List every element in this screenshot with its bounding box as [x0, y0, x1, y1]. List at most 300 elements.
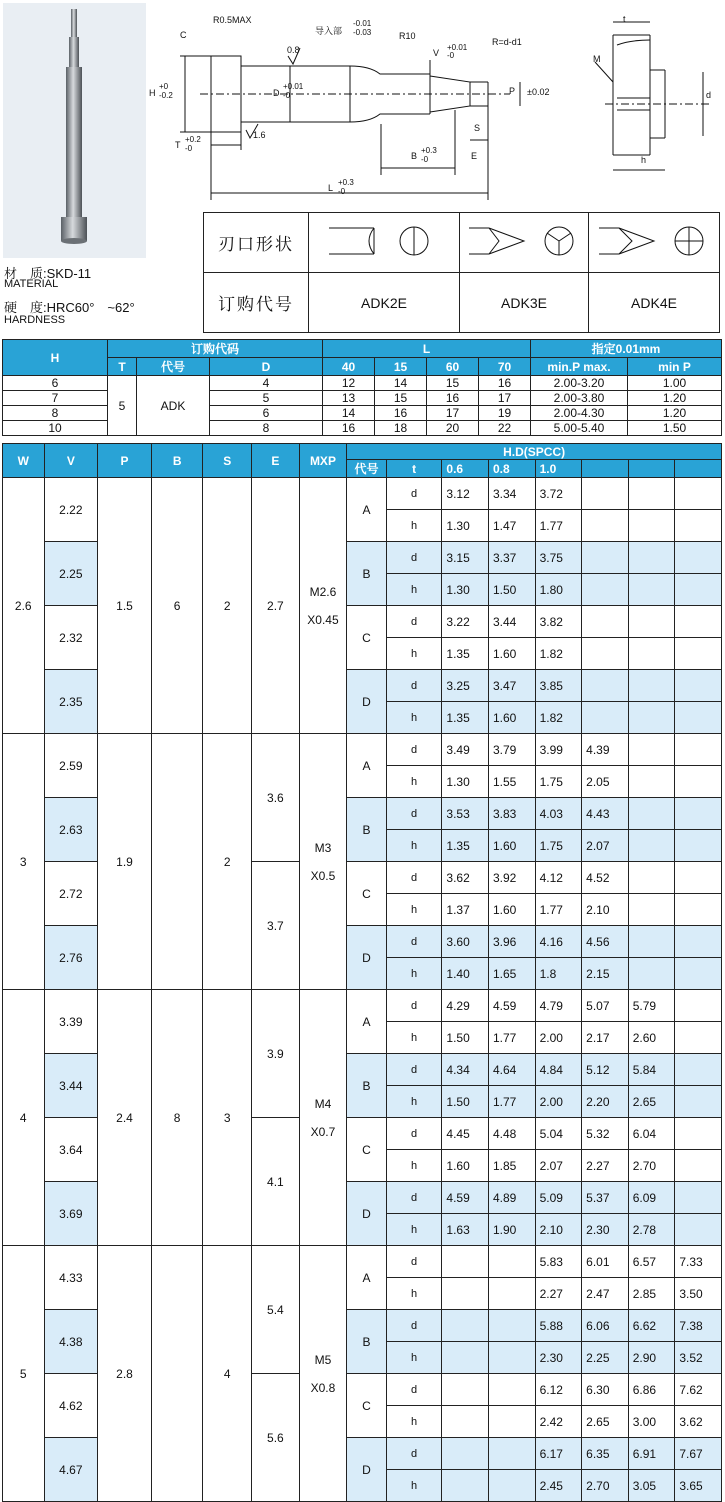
- h-tol-bot: -0.2: [159, 91, 173, 100]
- t2-value-cell: [675, 1118, 722, 1150]
- t2-value-cell: 1.63: [442, 1214, 489, 1246]
- t1-l-cell: 16: [323, 421, 375, 436]
- t2-value-cell: 3.85: [535, 670, 582, 702]
- t2-value-cell: 3.05: [628, 1470, 675, 1502]
- t2-value-cell: 2.85: [628, 1278, 675, 1310]
- t2-value-cell: [628, 734, 675, 766]
- t2-v-cell: 4.33: [44, 1246, 98, 1310]
- t2-value-cell: 1.60: [442, 1150, 489, 1182]
- t2-dim-label: d: [386, 670, 442, 702]
- t1-h-cell: 8: [3, 406, 108, 421]
- t2-v-cell: 2.76: [44, 926, 98, 990]
- t2-mxp-size: M2.6: [309, 584, 337, 599]
- t2-value-cell: [582, 542, 629, 574]
- t1-d-cell: 5: [210, 391, 323, 406]
- t2-code-cell: A: [347, 478, 386, 542]
- order-code-3e: ADK3E: [460, 273, 589, 333]
- tip-shape-table: [203, 212, 720, 333]
- t2-value-cell: 1.60: [489, 830, 536, 862]
- t2-value-cell: [628, 510, 675, 542]
- t1-h-header: H: [3, 340, 108, 376]
- t2-value-cell: 2.78: [628, 1214, 675, 1246]
- t1-row: [3, 376, 722, 391]
- t1-l-cell: 16: [479, 376, 531, 391]
- t2-p-cell: 1.5: [98, 478, 152, 734]
- t1-l-cell: 13: [323, 391, 375, 406]
- t2-w-header: W: [3, 444, 45, 478]
- t2-dim-label: d: [386, 1310, 442, 1342]
- tip-shape-2e: [309, 213, 460, 273]
- t2-thickness-header: 0.6: [442, 460, 489, 478]
- t2-mxp-cell: [299, 734, 347, 990]
- order-code-4e: ADK4E: [589, 273, 720, 333]
- t2-value-cell: 3.62: [675, 1406, 722, 1438]
- t2-value-cell: 3.22: [442, 606, 489, 638]
- t2-value-cell: 6.91: [628, 1438, 675, 1470]
- t2-dim-label: d: [386, 478, 442, 510]
- hardness-label: 硬 度:HRC60° ~62°: [4, 300, 135, 315]
- t2-value-cell: 1.50: [442, 1022, 489, 1054]
- t2-dim-label: h: [386, 766, 442, 798]
- t2-value-cell: 1.77: [535, 894, 582, 926]
- t2-value-cell: [675, 862, 722, 894]
- t2-value-cell: [489, 1438, 536, 1470]
- t2-value-cell: 4.59: [442, 1182, 489, 1214]
- t2-value-cell: 1.60: [489, 894, 536, 926]
- side-m-label: M: [593, 54, 601, 64]
- side-d-label: d: [706, 90, 712, 100]
- t1-minp-cell: 1.20: [628, 391, 722, 406]
- t1-l-cell: 18: [375, 421, 427, 436]
- t2-value-cell: 1.60: [489, 638, 536, 670]
- t2-value-cell: [675, 1022, 722, 1054]
- t2-value-cell: 1.8: [535, 958, 582, 990]
- t2-value-cell: 3.34: [489, 478, 536, 510]
- t2-value-cell: [675, 990, 722, 1022]
- t2-value-cell: 3.50: [675, 1278, 722, 1310]
- t1-h-cell: 6: [3, 376, 108, 391]
- t2-value-cell: 1.50: [442, 1086, 489, 1118]
- lead-tol-top: -0.01: [353, 19, 372, 28]
- t2-p-header: P: [98, 444, 152, 478]
- t2-value-cell: 1.85: [489, 1150, 536, 1182]
- t2-value-cell: [442, 1470, 489, 1502]
- t2-dim-label: d: [386, 926, 442, 958]
- r10-label: R10: [399, 31, 416, 41]
- t2-value-cell: [628, 766, 675, 798]
- t2-value-cell: [675, 574, 722, 606]
- t2-value-cell: 2.10: [582, 894, 629, 926]
- t2-code-cell: C: [347, 1374, 386, 1438]
- t2-b-header: B: [151, 444, 203, 478]
- order-code-2e: ADK2E: [309, 273, 460, 333]
- t2-dim-label: d: [386, 798, 442, 830]
- t2-v-cell: 2.35: [44, 670, 98, 734]
- t2-e-cell: 4.1: [252, 1118, 300, 1246]
- t2-code-cell: D: [347, 670, 386, 734]
- d-label: D: [273, 88, 280, 98]
- t2-value-cell: [442, 1310, 489, 1342]
- t2-value-cell: [675, 1150, 722, 1182]
- t2-value-cell: 6.04: [628, 1118, 675, 1150]
- r-formula-label: R=d-d1: [492, 37, 522, 47]
- size-table: [2, 339, 722, 436]
- t2-value-cell: 7.67: [675, 1438, 722, 1470]
- t1-l-70: 70: [479, 358, 531, 376]
- t2-s-cell: 4: [203, 1246, 252, 1502]
- t2-value-cell: [628, 574, 675, 606]
- t2-dim-label: h: [386, 1342, 442, 1374]
- t2-value-cell: 4.34: [442, 1054, 489, 1086]
- t2-value-cell: 1.90: [489, 1214, 536, 1246]
- t2-value-cell: [582, 670, 629, 702]
- t2-v-cell: 2.25: [44, 542, 98, 606]
- t2-value-cell: 4.29: [442, 990, 489, 1022]
- t1-minp-max: min.P max.: [531, 358, 628, 376]
- t2-mxp-size: M5: [314, 1352, 332, 1367]
- four-point-tip-icon: [594, 216, 714, 266]
- t2-mxp-pitch: X0.5: [310, 868, 336, 883]
- t2-value-cell: [442, 1438, 489, 1470]
- t1-range-cell: 2.00-3.20: [531, 376, 628, 391]
- t2-value-cell: 6.57: [628, 1246, 675, 1278]
- t2-e-cell: 5.4: [252, 1246, 300, 1374]
- t2-value-cell: [628, 670, 675, 702]
- t2-value-cell: [489, 1470, 536, 1502]
- t2-value-cell: [628, 862, 675, 894]
- roughness-16: 1.6: [253, 130, 266, 140]
- t2-value-cell: 7.62: [675, 1374, 722, 1406]
- t2-value-cell: 3.47: [489, 670, 536, 702]
- t2-value-cell: [628, 894, 675, 926]
- t2-dim-label: h: [386, 1406, 442, 1438]
- t2-code-cell: A: [347, 734, 386, 798]
- t2-mxp-pitch: X0.45: [307, 612, 339, 627]
- t2-p-cell: 2.4: [98, 990, 152, 1246]
- t2-value-cell: 2.10: [535, 1214, 582, 1246]
- t2-value-cell: 1.40: [442, 958, 489, 990]
- t2-v-cell: 4.62: [44, 1374, 98, 1438]
- t1-l-cell: 12: [323, 376, 375, 391]
- t2-value-cell: [442, 1278, 489, 1310]
- t2-value-cell: [582, 574, 629, 606]
- p-label: P: [509, 86, 516, 96]
- t2-value-cell: [675, 1182, 722, 1214]
- t1-l-60: 60: [427, 358, 479, 376]
- t2-value-cell: 6.30: [582, 1374, 629, 1406]
- t2-value-cell: 1.55: [489, 766, 536, 798]
- t1-code-cell: ADK: [137, 376, 210, 436]
- t2-value-cell: 3.00: [628, 1406, 675, 1438]
- t2-value-cell: [675, 542, 722, 574]
- t2-value-cell: 2.60: [628, 1022, 675, 1054]
- t1-l-cell: 17: [479, 391, 531, 406]
- t2-value-cell: [582, 606, 629, 638]
- t2-s-cell: 2: [203, 478, 252, 734]
- t1-l-cell: 19: [479, 406, 531, 421]
- t2-code-cell: D: [347, 926, 386, 990]
- t2-value-cell: 6.17: [535, 1438, 582, 1470]
- t2-dim-label: h: [386, 1278, 442, 1310]
- t2-code-cell: B: [347, 798, 386, 862]
- t1-t-cell: 5: [108, 376, 137, 436]
- t2-value-cell: 4.48: [489, 1118, 536, 1150]
- t2-code-cell: A: [347, 990, 386, 1054]
- t2-value-cell: 3.99: [535, 734, 582, 766]
- t2-value-cell: [628, 606, 675, 638]
- t1-l-cell: 14: [323, 406, 375, 421]
- t2-dim-label: h: [386, 1470, 442, 1502]
- t2-value-cell: [628, 958, 675, 990]
- t1-h-cell: 7: [3, 391, 108, 406]
- c-label: C: [180, 30, 187, 40]
- t1-minp-cell: 1.20: [628, 406, 722, 421]
- v-label: V: [433, 48, 440, 58]
- t2-value-cell: [675, 702, 722, 734]
- t2-e-cell: 3.9: [252, 990, 300, 1118]
- t2-mxp-cell: [299, 478, 347, 734]
- tip-shape-label: 刃口形状: [204, 213, 309, 273]
- t1-minp-cell: 1.00: [628, 376, 722, 391]
- t2-value-cell: 4.45: [442, 1118, 489, 1150]
- t2-value-cell: 6.06: [582, 1310, 629, 1342]
- t2-value-cell: 4.56: [582, 926, 629, 958]
- t2-value-cell: [628, 926, 675, 958]
- t2-value-cell: [489, 1406, 536, 1438]
- t2-dim-label: h: [386, 1022, 442, 1054]
- t2-value-cell: 2.47: [582, 1278, 629, 1310]
- b-tol-top: +0.3: [421, 146, 437, 155]
- t2-mxp-size: M3: [314, 840, 332, 855]
- t2-b-cell: [151, 1246, 203, 1502]
- flat-tip-icon: [319, 216, 449, 266]
- t2-value-cell: 5.09: [535, 1182, 582, 1214]
- t2-value-cell: 5.83: [535, 1246, 582, 1278]
- t2-value-cell: 2.27: [582, 1150, 629, 1182]
- t2-v-cell: 2.59: [44, 734, 98, 798]
- t2-value-cell: 4.64: [489, 1054, 536, 1086]
- t2-value-cell: 3.37: [489, 542, 536, 574]
- t2-b-cell: 6: [151, 478, 203, 734]
- t2-dim-label: d: [386, 734, 442, 766]
- t2-e-header: E: [252, 444, 300, 478]
- lead-tol-bot: -0.03: [353, 28, 372, 37]
- t2-value-cell: 1.30: [442, 766, 489, 798]
- t2-value-cell: 6.12: [535, 1374, 582, 1406]
- t2-value-cell: 6.01: [582, 1246, 629, 1278]
- t2-w-cell: 5: [3, 1246, 45, 1502]
- t1-l-cell: 17: [427, 406, 479, 421]
- t2-e-cell: 3.7: [252, 862, 300, 990]
- t2-s-header: S: [203, 444, 252, 478]
- t2-dim-label: h: [386, 638, 442, 670]
- t2-w-cell: 3: [3, 734, 45, 990]
- t2-value-cell: 5.37: [582, 1182, 629, 1214]
- t2-value-cell: 2.42: [535, 1406, 582, 1438]
- t2-value-cell: 2.00: [535, 1022, 582, 1054]
- t2-value-cell: [628, 798, 675, 830]
- t1-range-cell: 5.00-5.40: [531, 421, 628, 436]
- t2-value-cell: 3.12: [442, 478, 489, 510]
- t1-l-cell: 16: [427, 391, 479, 406]
- t2-w-cell: 2.6: [3, 478, 45, 734]
- t2-b-cell: 8: [151, 990, 203, 1246]
- t2-value-cell: [489, 1374, 536, 1406]
- t2-value-cell: 2.17: [582, 1022, 629, 1054]
- t2-dim-label: d: [386, 1246, 442, 1278]
- t2-t-subheader: t: [386, 460, 442, 478]
- t2-value-cell: 5.79: [628, 990, 675, 1022]
- t1-l-cell: 15: [375, 391, 427, 406]
- t2-code-cell: B: [347, 1054, 386, 1118]
- t2-value-cell: 2.27: [535, 1278, 582, 1310]
- t2-value-cell: [582, 638, 629, 670]
- t2-value-cell: [628, 542, 675, 574]
- t2-mxp-header: MXP: [299, 444, 347, 478]
- t2-value-cell: [675, 638, 722, 670]
- t2-value-cell: [628, 702, 675, 734]
- t1-range-cell: 2.00-4.30: [531, 406, 628, 421]
- t2-value-cell: 7.38: [675, 1310, 722, 1342]
- t2-value-cell: 1.35: [442, 638, 489, 670]
- t2-s-cell: 2: [203, 734, 252, 990]
- t2-v-cell: 3.39: [44, 990, 98, 1054]
- t2-dim-label: h: [386, 894, 442, 926]
- t1-l-cell: 15: [427, 376, 479, 391]
- t1-range-cell: 2.00-3.80: [531, 391, 628, 406]
- t1-spec-header: 指定0.01mm: [531, 340, 722, 358]
- t2-code-cell: C: [347, 1118, 386, 1182]
- b-tol-bot: -0: [421, 155, 429, 164]
- h-label: H: [149, 88, 156, 98]
- t2-dim-label: h: [386, 830, 442, 862]
- t2-dim-label: d: [386, 1374, 442, 1406]
- t2-dim-label: h: [386, 958, 442, 990]
- t1-l-cell: 14: [375, 376, 427, 391]
- t1-l-header: L: [323, 340, 531, 358]
- h-tol-top: +0: [159, 82, 169, 91]
- t2-thickness-header: [582, 460, 629, 478]
- t2-value-cell: 1.35: [442, 702, 489, 734]
- t2-v-cell: 2.72: [44, 862, 98, 926]
- t2-value-cell: 5.07: [582, 990, 629, 1022]
- t2-value-cell: 4.59: [489, 990, 536, 1022]
- t2-v-cell: 3.69: [44, 1182, 98, 1246]
- t2-code-cell: C: [347, 862, 386, 926]
- t2-thickness-header: 1.0: [535, 460, 582, 478]
- t2-s-cell: 3: [203, 990, 252, 1246]
- t2-value-cell: 3.72: [535, 478, 582, 510]
- t2-value-cell: [675, 1214, 722, 1246]
- t2-dim-label: h: [386, 574, 442, 606]
- t2-v-cell: 2.32: [44, 606, 98, 670]
- t2-dim-label: d: [386, 606, 442, 638]
- t2-value-cell: 1.75: [535, 766, 582, 798]
- t2-value-cell: 1.82: [535, 638, 582, 670]
- t2-value-cell: [628, 830, 675, 862]
- t1-d-cell: 8: [210, 421, 323, 436]
- t2-v-cell: 2.22: [44, 478, 98, 542]
- t2-value-cell: 2.15: [582, 958, 629, 990]
- t2-value-cell: 7.33: [675, 1246, 722, 1278]
- t2-p-cell: 1.9: [98, 734, 152, 990]
- t2-value-cell: 2.65: [628, 1086, 675, 1118]
- t2-value-cell: [675, 478, 722, 510]
- t2-dim-label: h: [386, 1086, 442, 1118]
- t2-value-cell: 4.84: [535, 1054, 582, 1086]
- t2-value-cell: 1.75: [535, 830, 582, 862]
- t-tol-bot: -0: [185, 144, 193, 153]
- t2-value-cell: [675, 766, 722, 798]
- r05max-label: R0.5MAX: [213, 15, 252, 25]
- t2-value-cell: 5.88: [535, 1310, 582, 1342]
- side-t-label: t: [623, 14, 626, 24]
- t2-mxp-cell: [299, 990, 347, 1246]
- t2-row: [3, 734, 722, 750]
- t2-value-cell: [582, 510, 629, 542]
- t2-v-cell: 2.63: [44, 798, 98, 862]
- t2-e-cell: 3.6: [252, 734, 300, 862]
- t2-code-cell: A: [347, 1246, 386, 1310]
- t2-code-subheader: 代号: [347, 460, 386, 478]
- t2-value-cell: 4.43: [582, 798, 629, 830]
- t1-t-subheader: T: [108, 358, 137, 376]
- t2-value-cell: [675, 510, 722, 542]
- t2-value-cell: 6.86: [628, 1374, 675, 1406]
- t2-value-cell: 4.03: [535, 798, 582, 830]
- t2-value-cell: 2.25: [582, 1342, 629, 1374]
- t2-value-cell: 3.62: [442, 862, 489, 894]
- t2-value-cell: 4.12: [535, 862, 582, 894]
- tip-shape-3e: [460, 213, 589, 273]
- t2-w-cell: 4: [3, 990, 45, 1246]
- t2-value-cell: 2.07: [582, 830, 629, 862]
- t1-d-subheader: D: [210, 358, 323, 376]
- t2-value-cell: 6.35: [582, 1438, 629, 1470]
- d-tol-bot: -0: [283, 91, 291, 100]
- t2-value-cell: [582, 702, 629, 734]
- t2-value-cell: 1.65: [489, 958, 536, 990]
- t1-minp: min P: [628, 358, 722, 376]
- t2-value-cell: 2.20: [582, 1086, 629, 1118]
- t2-value-cell: [628, 478, 675, 510]
- t2-value-cell: 1.30: [442, 510, 489, 542]
- t2-value-cell: 5.12: [582, 1054, 629, 1086]
- t2-value-cell: 4.16: [535, 926, 582, 958]
- t2-code-cell: B: [347, 542, 386, 606]
- t2-value-cell: 2.70: [582, 1470, 629, 1502]
- t1-minp-cell: 1.50: [628, 421, 722, 436]
- t1-l-15: 15: [375, 358, 427, 376]
- t2-value-cell: 3.75: [535, 542, 582, 574]
- t2-value-cell: 1.47: [489, 510, 536, 542]
- t2-value-cell: 3.52: [675, 1342, 722, 1374]
- t2-row: [3, 1246, 722, 1262]
- t2-value-cell: [675, 734, 722, 766]
- t2-dim-label: d: [386, 862, 442, 894]
- t2-value-cell: 1.37: [442, 894, 489, 926]
- hardness-label-en: HARDNESS: [4, 314, 66, 326]
- t2-value-cell: 2.90: [628, 1342, 675, 1374]
- t2-hd-header: H.D(SPCC): [347, 444, 722, 460]
- tip-shape-4e: [589, 213, 720, 273]
- t2-value-cell: 3.49: [442, 734, 489, 766]
- t2-value-cell: 2.05: [582, 766, 629, 798]
- roughness-08: 0.8: [287, 45, 300, 55]
- t2-dim-label: h: [386, 702, 442, 734]
- t-label: T: [175, 140, 181, 150]
- t2-dim-label: d: [386, 1438, 442, 1470]
